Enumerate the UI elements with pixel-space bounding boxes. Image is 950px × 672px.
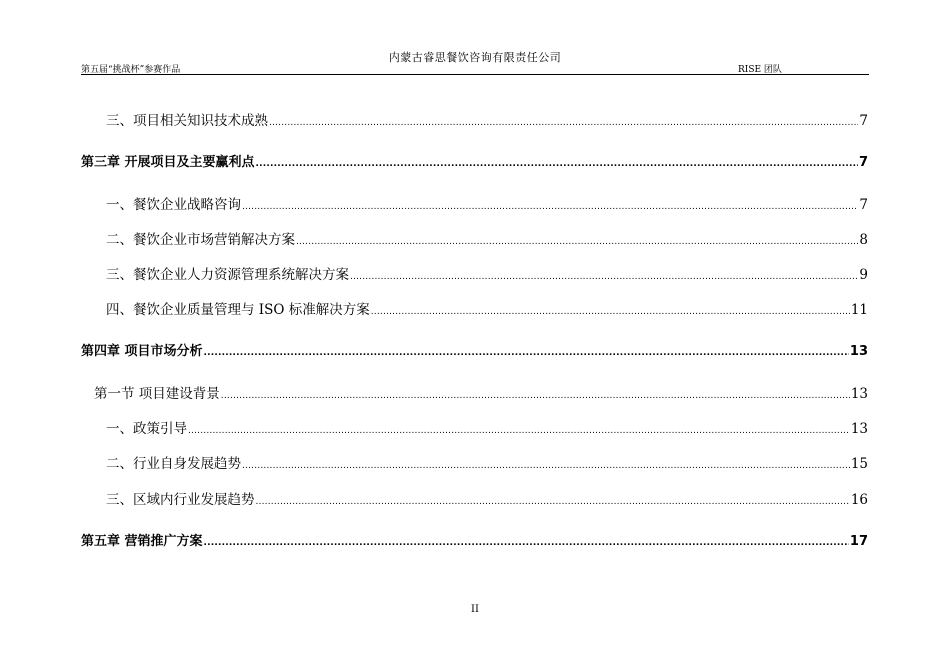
toc-entry[interactable] xyxy=(106,196,868,216)
toc-leader-dots xyxy=(296,233,858,251)
toc-entry-node[interactable] xyxy=(94,385,868,405)
toc-entry-label: 第四章 项目市场分析 xyxy=(81,344,203,359)
toc-leader-dots xyxy=(256,155,858,173)
toc-entry-label: 三、餐饮企业人力资源管理系统解决方案 xyxy=(106,267,349,283)
toc-entry-label: 第五章 营销推广方案 xyxy=(81,534,203,549)
toc-leader-dots xyxy=(242,457,850,475)
toc-leader-dots xyxy=(256,493,850,511)
toc-entry[interactable] xyxy=(106,112,868,132)
toc-entry-label: 三、区域内行业发展趋势 xyxy=(106,492,255,508)
toc-entry-label: 四、餐饮企业质量管理与 ISO 标准解决方案 xyxy=(106,302,370,318)
toc-entry-page: 7 xyxy=(859,197,868,213)
toc-entry-label: 第一节 项目建设背景 xyxy=(94,386,220,402)
toc-entry[interactable] xyxy=(106,301,868,321)
header-competition-label: 第五届“挑战杯”参赛作品 xyxy=(81,65,181,75)
toc-entry-page: 8 xyxy=(859,232,868,248)
toc-entry-page: 17 xyxy=(849,534,868,549)
toc-entry-label: 第三章 开展项目及主要赢利点 xyxy=(81,155,255,170)
toc-entry-page: 15 xyxy=(850,456,868,472)
toc-leader-dots xyxy=(188,422,850,440)
toc-entry-chapter[interactable] xyxy=(81,154,868,173)
toc-entry-label: 二、餐饮企业市场营销解决方案 xyxy=(106,232,295,248)
toc-entry[interactable] xyxy=(106,455,868,475)
toc-leader-dots xyxy=(371,303,850,321)
toc-leader-dots xyxy=(350,268,858,286)
header-divider xyxy=(81,74,869,75)
toc-entry-page: 13 xyxy=(849,344,868,359)
toc-entry-label: 一、政策引导 xyxy=(106,421,187,437)
toc-leader-dots xyxy=(269,114,858,132)
toc-entry-label: 二、行业自身发展趋势 xyxy=(106,456,241,472)
toc-entry[interactable] xyxy=(106,420,868,440)
toc-entry[interactable] xyxy=(106,266,868,286)
toc-entry-chapter[interactable] xyxy=(81,343,868,362)
toc-entry-page: 16 xyxy=(850,492,868,508)
toc-entry-page: 13 xyxy=(850,421,868,437)
toc-entry-chapter[interactable] xyxy=(81,533,868,552)
toc-entry[interactable] xyxy=(106,491,868,511)
toc-leader-dots xyxy=(221,387,850,405)
toc-entry-page: 7 xyxy=(858,155,868,170)
header-company-name: 内蒙古睿思餐饮咨询有限责任公司 xyxy=(388,51,562,64)
toc-entry-label: 三、项目相关知识技术成熟 xyxy=(106,113,268,129)
toc-leader-dots xyxy=(242,198,858,216)
toc-entry-label: 一、餐饮企业战略咨询 xyxy=(106,197,241,213)
toc-leader-dots xyxy=(204,344,849,362)
toc-leader-dots xyxy=(204,534,849,552)
footer-page-number: II xyxy=(471,604,479,615)
toc-entry-page: 11 xyxy=(850,302,868,318)
header-team-label: RISE 团队 xyxy=(738,65,782,75)
toc-entry-page: 9 xyxy=(859,267,868,283)
toc-entry-page: 13 xyxy=(850,386,868,402)
toc-entry[interactable] xyxy=(106,231,868,251)
toc-entry-page: 7 xyxy=(859,113,868,129)
